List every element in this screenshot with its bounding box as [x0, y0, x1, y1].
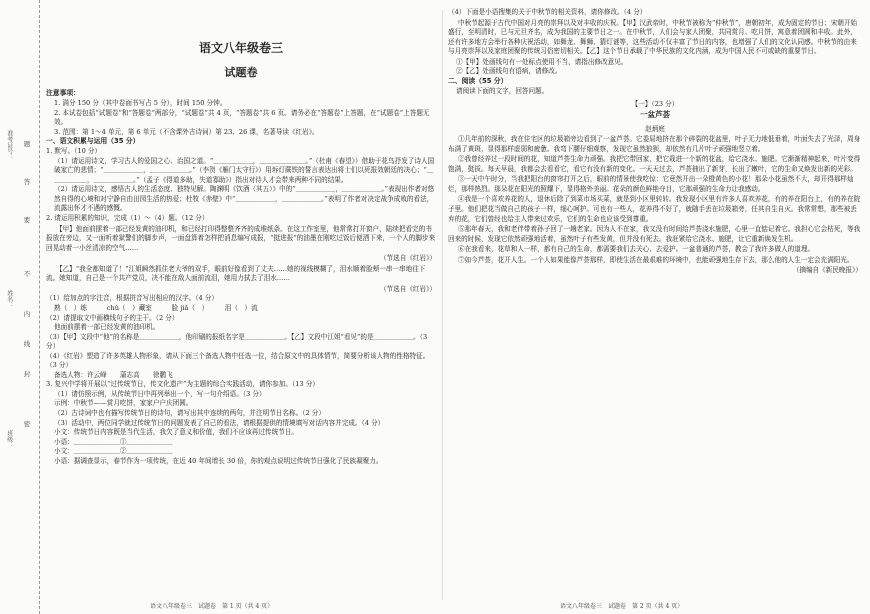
article-paragraph: ②我曾经养过一段时间的花，知道芦荟生命力顽强。我把它带回家，把它栽进一个新的花盆，给它浇水、施肥。它渐渐精神起来，叶片变得饱满，挺拔。每天早晨，我都会去看看它，看它有没有新的变化。一天天过去，芦荟抽出了新芽，长出了嫩叶，它的生命又焕发出新的光彩。 — [448, 155, 861, 173]
page-right — [448, 8, 862, 596]
binding-mark: 密 — [23, 420, 31, 428]
article-title: 一盆芦荟 — [640, 109, 670, 119]
article-author: 赵炳庭 — [645, 124, 665, 133]
source-note: （摘编自《新民晚报》） — [792, 266, 862, 275]
question-sub: （2）请运用诗文，感悟古人的生活态度、独特见解。陶渊明《饮酒（其五）》中的“＿＿＿＿＿＿，＿＿＿＿＿＿。”表现出作者对悠然自得的心境和对宁静自由田园生活的热爱；杜牧《赤壁》中“＿＿＿＿＿＿，＿＿＿＿＿＿。”表明了作者对决定战争成败的看法，流露出怀才不遇的感慨。 — [54, 185, 435, 213]
binding-mark: 答 — [23, 178, 31, 186]
article-paragraph: ⑦如今芦荟，花开人生。一个人如果能像芦荟那样，即使生活在最艰难的环境中，也能顽强地生存下去，那么他的人生一定会充满阳光。 — [458, 255, 854, 264]
binding-mark: 不 — [23, 270, 31, 278]
binding-mark: 封 — [23, 370, 31, 378]
binding-label-class: 班级： — [5, 430, 13, 448]
example-line: 示例：中秋节——赏月吃饼，家家户户庆团圆。 — [54, 399, 193, 408]
binding-label-exam-id: 准考证号： — [5, 130, 13, 160]
notice-item: 3. 范围：第 1～4 单元，第 6 单元（不含课外古诗词）第 23、26 课，名著导读《红岩》。 — [54, 127, 319, 136]
question-sub: （2）请提取文中画横线句子的主干。（2 分） — [46, 313, 179, 322]
binding-mark: 要 — [23, 216, 31, 224]
section-label: 【一】（23 分） — [631, 100, 679, 109]
notice-heading: 注意事项： — [46, 89, 80, 98]
reading-intro: 请阅读下面的文字，回答问题。 — [456, 86, 549, 95]
page-footer-left: 语文八年级卷三 试题卷 第 1 页（共 4 页） — [150, 603, 274, 611]
question-sub: （1）给加点的字注音，根据拼音写出相应的汉字。（4 分） — [46, 294, 219, 303]
article-paragraph: ⑥在我看来，花草和人一样，都有自己的生命，都需要我们去关心、去爱护。一盆普通的芦荟，教会了我许多做人的道理。 — [458, 245, 815, 254]
notice-item: 1. 满分 150 分（其中卷面书写占 5 分），时间 150 分钟。 — [54, 99, 227, 108]
article-paragraph: ⑤那年春天，我和老伴带着孙子回了一趟老家。因为人不在家，我又没有时间给芦荟浇水施肥，心里一直惦记着它。我担心它会枯死，等我回来的时候，发现它依然顽强地活着，虽然叶子有些发黄，但并没有死去。我赶紧给它浇水、施肥，让它重新焕发生机。 — [448, 225, 861, 243]
article-paragraph: ①几年前的深秋，我在住宅区的垃圾箱旁边看到了一盆芦荟。它委屈地挤在那个碎裂的花盆里，叶子无力地低垂着，叶面失去了光泽，周身布满了黄斑，显得那样虚弱和疲惫。我弯下腰仔细观察，发现它虽然狼狈，却依然有几片叶子顽强地竖立着。 — [448, 135, 861, 153]
article-paragraph: ④我是一个喜欢养花的人，退休后除了到菜市场买菜，就是到小区里转转。我发现小区里有许多人喜欢养花，有的养在阳台上，有的养在院子里。他们把花当做自己的孩子一样，细心呵护。可也有一些人，花养得不好了，就随手丢在垃圾箱旁，任其自生自灭。我常常想，那些被丢弃的花，它们曾经也给主人带来过欢乐，它们的生命也应该受到尊重。 — [448, 195, 861, 223]
binding-mark: 线 — [23, 340, 31, 348]
dialog-line: 小文：传统节日内容既是当代生活，我欠了意义和价值，我们不应该再过传统节日。 — [54, 428, 298, 437]
exam-title: 语文八年级卷三 — [198, 41, 283, 55]
binding-strip — [0, 0, 40, 614]
article-paragraph: ③一天中午时分，当我把阳台的窗帘打开之后，眼前的情景使我吃惊：它竟然开出一朵橙黄色的小花！那朵小花虽然不大，却开得那样灿烂，那样热烈。那朵花在阳光的照耀下，显得格外美丽。花朵的颜色鲜艳夺目，它那顽强的生命力让我感动。 — [448, 175, 854, 193]
part-heading: 二、阅读（55 分） — [448, 76, 508, 85]
question-sub: （3）【甲】文段中“他”的名称是＿＿＿＿＿＿，他印刷的报纸名字是＿＿＿＿＿＿。【乙】文段中江姐“看见”的是＿＿＿＿＿＿。（3 分） — [46, 332, 428, 351]
binding-label-name: 姓名： — [5, 290, 13, 308]
question: 1. 默写。（10 分） — [46, 147, 102, 156]
question-sub: ①【甲】处画线句有一处标点使用不当，请指出修改意见。 — [456, 57, 628, 66]
question-sub: ②【乙】处画线句有语病，请修改。 — [456, 67, 562, 76]
page-footer-right: 语文八年级卷三 试题卷 第 2 页（共 4 页） — [560, 603, 684, 611]
dialog-line: 小语：据调查显示，春节作为一项传统，在近 40 年间增长 30 倍，你的观点说明过传统节日强化了民族凝聚力。 — [54, 456, 383, 465]
question-sub: （4）《红岩》塑造了许多英雄人物形象，请从下面三个备选人物中任选一位，结合原文中的具体情节，简要分析该人物的性格特征。（3 分） — [46, 351, 430, 370]
page-left — [46, 8, 436, 596]
dialog-line: 小语：＿＿＿＿＿＿＿①＿＿＿＿＿＿＿ — [54, 437, 173, 446]
passage-yi: 【乙】“我全都知道了！”江姐瞬然抓住老大爷的双手，眼前好像看到了丈夫……她的视线模糊了，泪水顺着脸颊一串一串地往下流。她知道，自己是一个共产党员，决不能在敌人面前流泪，她用力拭去了泪水…… — [46, 264, 426, 283]
sentence-line: 他面前摆着一部已经发黄的油印机。 — [54, 323, 160, 332]
binding-mark: 内 — [23, 310, 31, 318]
notice-item: 2. 本试卷包括“试题卷”和“答题卷”两部分，“试题卷”共 4 页，“答题卷”共 6 页。请务必在“答题卷”上答题，在“试题卷”上答题无效。 — [54, 108, 430, 127]
material-text: 中秋节起源于古代中国对月亮的崇拜以及对丰收的庆祝。【甲】汉武帝时，中秋节被称为“仲秋节”，唐朝初年，成为固定的节日；宋朝开始盛行，至明清时，已与元旦齐名，成为我国的主要节日之一。在中秋节，人们会与家人团聚，共同赏月、吃月饼，寓意着团圆和丰收。此外，还有许多地方会举行各种庆祝活动，如舞龙、舞狮、猜灯谜等，这些活动不仅丰富了节日的内容，也增强了人们的文化认同感。中秋节的由来与月亮崇拜以及家庭团聚的传统习俗密切相关。【乙】这个节日承载了中华民族的文化内涵，成为中国人民不可或缺的重要节日。 — [448, 18, 858, 56]
page-divider — [442, 10, 443, 600]
question: 2. 请运用积累的知识，完成（1）～（4）题。（12 分） — [46, 214, 209, 223]
question-sub: （1）请仿照示例，从传统节日中再列举出一个，写一句介绍语。（3 分） — [54, 389, 266, 398]
question-sub: （1）请运用诗文，学习古人的爱国之心、治国之道。“＿＿＿＿＿＿，＿＿＿＿＿＿＿。”（杜甫《春望》）借助于花鸟抒发了诗人国破家亡的悲情；“＿＿＿＿＿＿，＿＿＿＿＿＿。”（李贺《雁门太守行》）用坼灯蕨铁的誓言表达出将士们以死报效朝廷的决心；“＿＿＿＿＿＿，＿＿＿＿＿＿。”（孟子《得道多助，失道寡助》）指出对待人才会带来两种不同的结果。 — [54, 156, 435, 184]
pinyin-items: 熟（ ）练 chǔ（ ）藏室 脸 jiǎ（ ） 泪（ ）流 — [54, 303, 258, 312]
question-sub: （4）下面是小语搜集的关于中秋节的相关资料，请你修改。（4 分） — [448, 8, 647, 16]
source-note: （节选自《红岩》） — [379, 284, 436, 293]
part-heading: 一、语文积累与运用（35 分） — [46, 137, 140, 146]
dialog-line: 小文：＿＿＿＿＿＿＿②＿＿＿＿＿＿＿ — [54, 447, 173, 456]
question-sub: （2）古诗词中也有描写传统节日的诗句，请写出其中连续的两句，并注明节日名称。（2 分） — [54, 408, 325, 417]
binding-mark: 题 — [23, 140, 31, 148]
question: 3. 复兴中学将开展以“过传统节日，传文化遗产”为主题的综合实践活动，请你参加。（13 分） — [46, 380, 319, 389]
candidate-list: 备选人物：许云峰 蒲志高 徐鹏飞 — [54, 370, 173, 379]
exam-subtitle: 试题卷 — [224, 66, 258, 80]
source-note: （节选自《红岩》） — [379, 254, 436, 263]
passage-jia: 【甲】他面前摆着一部已经发黄的油印机，和已经打印得整整齐齐的成堆纸条。在这工作室里，他常常打开窗户，陆续把看完的书报放在旁边，又一面听着狱警们的脚步声，一面盘算着怎样把消息编写成报，“挺进报”的油墨在刚吃过饭后便洒下来，一个人的脚步来回晃动着一小丝清凉的空气…… — [46, 224, 436, 252]
question-sub: （3）活动中，两位同学就过传统节日的问题发表了自己的看法，请根据提供的情境填写对话内容并完成。（4 分） — [54, 418, 385, 427]
